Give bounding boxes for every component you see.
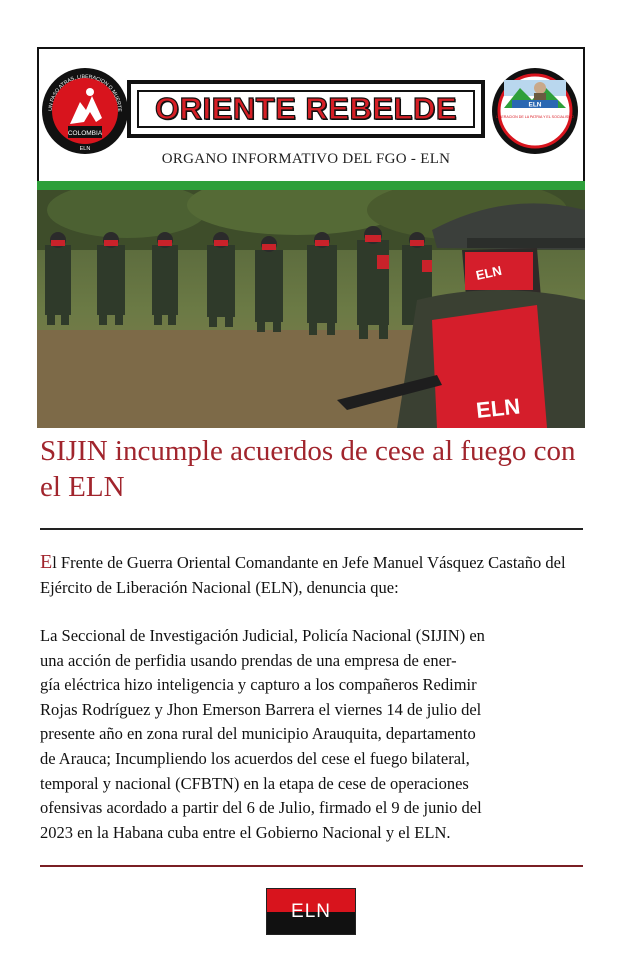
left-emblem-logo	[40, 66, 130, 156]
armband-text: ELN	[474, 393, 522, 423]
intro-text: l Frente de Guerra Oriental Comandante en Jefe Manuel Vásquez Castaño del Ejército de Liberación Nacional (ELN), denuncia que:	[40, 553, 566, 597]
article-intro	[40, 550, 585, 600]
article-body	[40, 624, 585, 845]
intro-dropcap: E	[40, 551, 53, 573]
soldier	[152, 232, 178, 325]
article-headline: SIJIN incumple acuerdos de cese al fuego con el ELN	[40, 435, 576, 503]
right-emblem-logo	[490, 66, 580, 156]
masthead-subtitle: ORGANO INFORMATIVO DEL FGO - ELN	[161, 151, 451, 167]
body-line: 2023 en la Habana cuba entre el Gobierno Nacional y el ELN.	[40, 822, 451, 842]
headline-rule	[40, 528, 583, 530]
eln-flag-icon	[266, 888, 356, 935]
soldier	[97, 232, 125, 325]
soldier	[357, 226, 389, 339]
flag-text: ELN	[291, 900, 331, 922]
right-logo-motto: LIBERACION DE LA PATRIA Y EL SOCIALISMO	[495, 115, 575, 119]
soldier	[45, 232, 71, 325]
soldier	[307, 232, 337, 335]
mask-text: ELN	[474, 262, 504, 283]
title-box	[127, 80, 485, 138]
soldier	[255, 236, 283, 332]
body-line: La Seccional de Investigación Judicial, Policía Nacional (SIJIN) en	[40, 626, 485, 645]
guerrillas-photo	[37, 190, 585, 428]
body-line: de Arauca; Incumpliendo los acuerdos del cese el fuego bilateral,	[40, 748, 470, 768]
body-line: una acción de perfidia usando prendas de una empresa de ener-	[40, 650, 457, 670]
soldier	[207, 232, 235, 327]
body-line: ofensivas acordado a partir del 6 de Julio, firmado el 9 de junio del	[40, 798, 482, 818]
left-logo-country: COLOMBIA	[67, 130, 103, 137]
body-line: gía eléctrica hizo inteligencia y capturo a los compañeros Redimir	[40, 675, 477, 695]
body-line: Rojas Rodríguez y Jhon Emerson Barrera el viernes 14 de julio del	[40, 699, 482, 719]
right-logo-org: ELN	[528, 101, 542, 109]
left-logo-org: ELN	[79, 146, 91, 152]
body-line: temporal y nacional (CFBTN) en la etapa de cese de operaciones	[40, 773, 469, 793]
masthead-title: ORIENTE REBELDE	[154, 91, 458, 126]
body-line: presente año en zona rural del municipio Arauquita, departamento	[40, 724, 476, 744]
left-logo-ring-text: UN PASO ATRAS, LIBERACION O MUERTE	[47, 73, 123, 112]
green-divider	[37, 181, 585, 190]
footer-rule	[40, 865, 583, 867]
